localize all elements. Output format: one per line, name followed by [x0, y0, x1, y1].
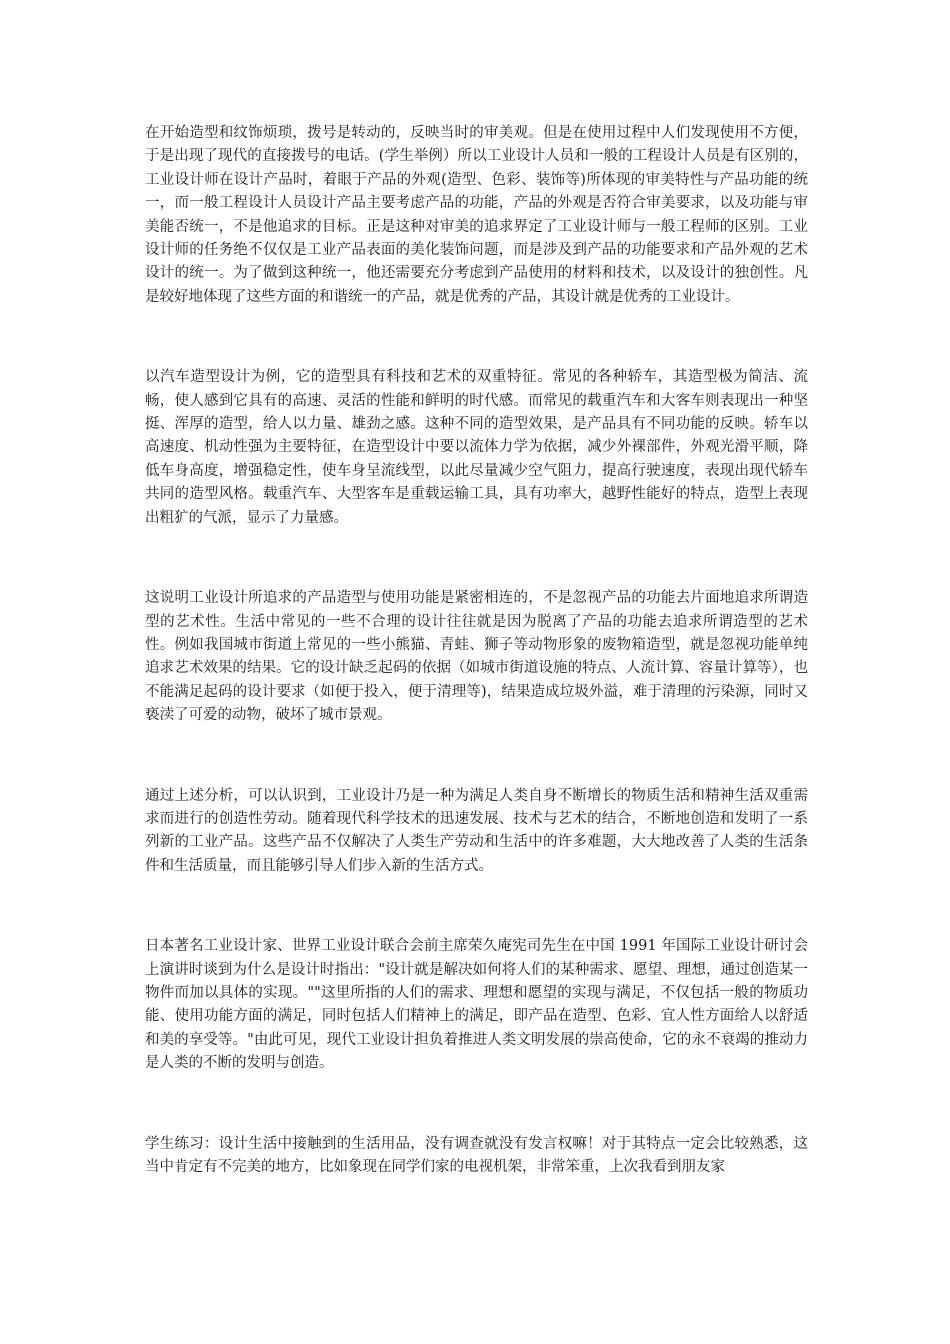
paragraph-ekuan-quote: 日本著名工业设计家、世界工业设计联合会前主席荣久庵宪司先生在中国 1991 年国际工业设计研讨会上演讲时谈到为什么是设计时指出："设计就是解决如何将人们的某种需求、愿望、理想，通过创造某一物件而加以具体的实现。""这里所指的人们的需求、理想和愿望的实现与满足，不仅包括一般的物质功能、使用功能方面的满足，同时包括人们精神上的满足，即产品在造型、色彩、宜人性方面给人以舒适和美的享受等。"由此可见，现代工业设计担负着推进人类文明发展的崇高使命，它的永不衰竭的推动力是人类的不断的发明与创造。: [145, 938, 808, 1072]
paragraph-student-exercise: 学生练习：设计生活中接触到的生活用品，没有调查就没有发言权嘛！对于其特点一定会比较熟悉，这当中肯定有不完美的地方，比如象现在同学们家的电视机架，非常笨重，上次我看到朋友家: [145, 1135, 808, 1175]
paragraph-form-and-function: 这说明工业设计所追求的产品造型与使用功能是紧密相连的，不是忽视产品的功能去片面地追求所谓造型的艺术性。生活中常见的一些不合理的设计往往就是因为脱离了产品的功能去追求所谓造型的艺术性。例如我国城市街道上常见的一些小熊猫、青蛙、狮子等动物形象的废物箱造型，就是忽视功能单纯追求艺术效果的结果。它的设计缺乏起码的依据（如城市街道设施的特点、人流计算、容量计算等），也不能满足起码的设计要求（如便于投入，便于清理等)，结果造成垃圾外溢，难于清理的污染源，同时又亵渎了可爱的动物，破坏了城市景观。: [145, 590, 808, 724]
document-page: [145, 122, 808, 1236]
paragraph-car-styling-example: 以汽车造型设计为例，它的造型具有科技和艺术的双重特征。常见的各种轿车，其造型极为简洁、流畅，使人感到它具有的高速、灵活的性能和鲜明的时代感。而常见的载重汽车和大客车则表现出一种坚挺、浑厚的造型，给人以力量、雄劲之感。这种不同的造型效果，是产品具有不同功能的反映。轿车以高速度、机动性强为主要特征，在造型设计中要以流体力学为依据，减少外裸部件，外观光滑平顺，降低车身高度，增强稳定性，使车身呈流线型，以此尽量减少空气阻力，提高行驶速度，表现出现代轿车共同的造型风格。载重汽车、大型客车是重载运输工具，具有功率大，越野性能好的特点，造型上表现出粗犷的气派，显示了力量感。: [145, 369, 808, 526]
paragraph-industrial-designer-vs-engineer: 在开始造型和纹饰烦琐，拨号是转动的，反映当时的审美观。但是在使用过程中人们发现使用不方便，于是出现了现代的直接拨号的电话。(学生举例）所以工业设计人员和一般的工程设计人员是有区别的，工业设计师在设计产品时，着眼于产品的外观(造型、色彩、装饰等)所体现的审美特性与产品功能的统一，而一般工程设计人员设计产品主要考虑产品的功能，产品的外观是否符合审美要求，以及功能与审美能否统一，不是他追求的目标。正是这种对审美的追求界定了工业设计师与一般工程师的区别。工业设计师的任务绝不仅仅是工业产品表面的美化装饰问题，而是涉及到产品的功能要求和产品外观的艺术设计的统一。为了做到这种统一，他还需要充分考虑到产品使用的材料和技术，以及设计的独创性。凡是较好地体现了这些方面的和谐统一的产品，就是优秀的产品，其设计就是优秀的工业设计。: [145, 125, 808, 305]
paragraph-analysis-summary: 通过上述分析，可以认识到，工业设计乃是一种为满足人类自身不断增长的物质生活和精神生活双重需求而进行的创造性劳动。随着现代科学技术的迅速发展、技术与艺术的结合，不断地创造和发明了一系列新的工业产品。这些产品不仅解决了人类生产劳动和生活中的许多难题，大大地改善了人类的生活条件和生活质量，而且能够引导人们步入新的生活方式。: [145, 787, 808, 874]
